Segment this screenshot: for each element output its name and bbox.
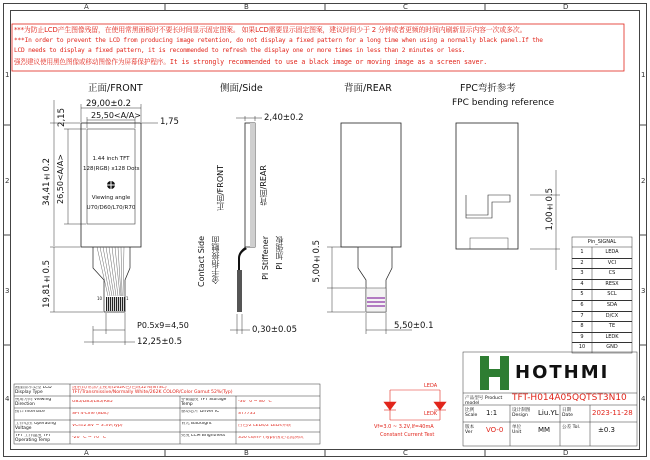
unit-label: 单位 Unit bbox=[512, 425, 522, 436]
col-label-d-bottom: D bbox=[563, 449, 569, 457]
row-label-3-right: 3 bbox=[641, 287, 646, 295]
pin-row-divider bbox=[572, 332, 632, 333]
circuit-constant-current: Constant Current Test bbox=[380, 432, 435, 438]
col-label-b-bottom: B bbox=[244, 449, 249, 457]
view-title-front: 正面/FRONT bbox=[88, 83, 143, 94]
spec-label: 工作电压 Operating Voltage bbox=[15, 422, 56, 431]
col-label-c-bottom: C bbox=[403, 449, 408, 457]
spec-label: TFT 工作温度 TFT Operating Temp bbox=[15, 434, 51, 443]
pin-number: 10 bbox=[578, 344, 586, 351]
pin-signal: SDA bbox=[606, 302, 618, 308]
view-title-side: 侧面/Side bbox=[220, 83, 263, 94]
pin-number: 7 bbox=[580, 312, 584, 319]
view-subtitle-fpc: FPC bending reference bbox=[452, 98, 555, 108]
pin-number: 8 bbox=[580, 323, 584, 330]
pin-number: 6 bbox=[580, 302, 584, 308]
dim-fpc-width: 12,25±0.5 bbox=[137, 337, 182, 347]
side-stiffener bbox=[237, 270, 242, 312]
view-title-fpc: FPC弯折参考 bbox=[460, 83, 516, 94]
row-label-2: 2 bbox=[5, 177, 10, 185]
circuit-leda: LEDA bbox=[424, 383, 438, 389]
pin-row-divider bbox=[572, 321, 632, 322]
spec-label: 接口 Interface bbox=[15, 410, 45, 414]
view-title-rear: 背面/REAR bbox=[344, 83, 392, 94]
row-label-1: 1 bbox=[5, 71, 10, 79]
circuit-condition: Vf=3.0 ~ 3.2V,If=40mA bbox=[374, 424, 434, 430]
row-label-3: 3 bbox=[5, 287, 10, 295]
spec-value-right: 白色/2 LEDs/2 LEDs并联 bbox=[238, 424, 292, 428]
row-label-2-right: 2 bbox=[641, 177, 646, 185]
row-label-1-right: 1 bbox=[641, 71, 646, 79]
pin-row-divider bbox=[572, 300, 632, 301]
pin-number: 2 bbox=[580, 259, 584, 266]
pin-signal: CS bbox=[608, 270, 616, 277]
col-label-d: D bbox=[563, 3, 569, 11]
pin-row-divider bbox=[572, 258, 632, 259]
spec-label-right: 驱动芯片 Driver IC bbox=[181, 410, 220, 414]
pin-signal: RESX bbox=[605, 280, 619, 287]
tolerance-label: 公差 Tol. bbox=[562, 425, 581, 430]
pin-row-divider bbox=[572, 342, 632, 343]
dim-fpc-length: 19,81±0.5 bbox=[42, 260, 52, 308]
pin-row-divider bbox=[572, 289, 632, 290]
pin-signal: LEDK bbox=[605, 333, 619, 340]
front-gold-fingers bbox=[106, 297, 125, 311]
col-label-c: C bbox=[403, 3, 408, 11]
lcd-angle-label: Viewing angle bbox=[91, 195, 131, 201]
col-label-a: A bbox=[84, 3, 89, 11]
dim-fpc-thickness: 0,30±0.05 bbox=[252, 325, 297, 335]
unit-value: MM bbox=[538, 426, 551, 434]
pin-signal: LEDA bbox=[605, 249, 619, 255]
side-label-stiffener-cn: PI 加强板 bbox=[275, 236, 284, 270]
dim-pitch: P0.5x9=4,50 bbox=[137, 321, 189, 330]
pin-number: 3 bbox=[580, 270, 584, 277]
spec-value: U85/D85/L85/R85 bbox=[72, 400, 113, 404]
rear-module-outline bbox=[341, 123, 401, 247]
lcd-angle: U70/D60/L70/R70 bbox=[86, 205, 136, 211]
dim-stiffener-width: 5,50±0.1 bbox=[394, 321, 434, 331]
date-label: 日期 Date bbox=[562, 408, 573, 419]
fpc-pin1-label: 1 bbox=[126, 296, 129, 301]
model-label: 产品型号 Product model bbox=[465, 396, 503, 407]
lcd-resolution: 128(RGB) x128 Dots bbox=[83, 166, 140, 172]
notice-line-3: LCD needs to display a fixed pattern, it is recommended to refresh the display one or more times in less than 2 minutes or less. bbox=[14, 47, 466, 54]
side-label-front: 正面/FRONT bbox=[216, 165, 225, 212]
spec-value: 透射式/常黑/全视角/262K色/色域52%(NTSC) bbox=[72, 386, 167, 390]
pin-row-divider bbox=[572, 311, 632, 312]
dim-side-gap: 1,75 bbox=[160, 117, 179, 127]
pin-number: 1 bbox=[580, 249, 584, 255]
circuit-ledk: LEDK bbox=[424, 411, 438, 417]
pin-table-header: Pin_SIGNAL bbox=[587, 239, 617, 245]
notice-line-1: ***为防止LCD产生图像残留，在使用常黑面板时不要长时间显示固定图案。 如果LCD需要显示固定图案，建议时间少于 2 分钟或者更频的时间内刷新显示内容一次或多次。 bbox=[14, 26, 527, 34]
side-label-contact-cn: 金手指接触面 bbox=[211, 236, 220, 284]
notice-line-4: 强烈建议使用黑色图像或移动图像作为屏幕保护程序。It is strongly recommended to use a black image or moving image as a screen saver. bbox=[14, 58, 488, 66]
brand-logo-mark bbox=[480, 356, 509, 390]
notice-line-2: ***In order to prevent the LCD from producing image retention, do not display a fixed pattern for a long time when using a normally black panel.If the bbox=[14, 37, 543, 44]
pin-signal: TE bbox=[608, 323, 616, 330]
dim-height-outer: 34,41±0.2 bbox=[42, 158, 52, 206]
spec-label: 液晶显示类型 LCD Display Type bbox=[15, 386, 52, 395]
col-label-a-bottom: A bbox=[84, 449, 89, 457]
scale-label: 比例 Scale bbox=[465, 408, 478, 419]
dim-width-aa: 25,50<A/A> bbox=[91, 111, 141, 120]
spec-label: 视角方向 Viewing Direction bbox=[15, 398, 52, 407]
pin-signal: VCI bbox=[607, 259, 617, 266]
scale-value: 1:1 bbox=[486, 409, 498, 417]
date-value: 2023-11-28 bbox=[592, 409, 633, 417]
col-label-b: B bbox=[244, 3, 249, 11]
front-fpc-traces bbox=[97, 247, 124, 296]
spec-value: VCI=2.8V ~ 3.3V(Typ) bbox=[72, 424, 123, 428]
pin-number: 5 bbox=[580, 291, 584, 298]
pin-number: 4 bbox=[580, 280, 584, 287]
pin-signal: D/CX bbox=[605, 312, 619, 319]
spec-value-right: 350 cd/m² (Typ)/国定电流测试 bbox=[238, 436, 304, 440]
dim-width-outer: 29,00±0.2 bbox=[86, 99, 131, 109]
pin-row-divider bbox=[572, 268, 632, 269]
pin-signal: SCL bbox=[607, 291, 617, 298]
fpc-pin10-label: 10 bbox=[97, 296, 103, 301]
brand-name: HOTHMI bbox=[515, 362, 610, 383]
design-value: Liu.YL bbox=[538, 409, 559, 417]
row-label-4: 4 bbox=[5, 395, 10, 403]
dim-top-offset: 2,15 bbox=[57, 108, 67, 127]
spec-value-right: ST7735 bbox=[238, 412, 256, 416]
spec-label-right: 背光 Backlight bbox=[181, 422, 212, 426]
model-number: TFT-H014A05QQTST3N10 bbox=[512, 393, 627, 403]
dim-stiffener-length: 5,00±0.5 bbox=[312, 240, 322, 283]
side-label-stiffener: PI Stiffener bbox=[261, 236, 270, 280]
pin-row-divider bbox=[572, 279, 632, 280]
tolerance-value: ±0.3 bbox=[598, 426, 615, 434]
dim-bend: 1,00±0.5 bbox=[545, 188, 555, 231]
spec-value: SPI 4-Line (8bit) bbox=[72, 412, 109, 416]
rear-stiffener bbox=[366, 288, 386, 312]
dim-height-aa: 26,50<A/A> bbox=[56, 154, 65, 204]
lcd-size: 1.44 inch TFT bbox=[92, 156, 130, 162]
side-label-contact: Contact Side bbox=[197, 236, 206, 287]
design-label: 设计制图 Design bbox=[512, 408, 531, 419]
spec-value-en: TFT/Transmissive/Normally White/262K COLOR/Color Gamut 52%(Typ) bbox=[72, 390, 233, 395]
dim-thickness: 2,40±0.2 bbox=[264, 113, 304, 123]
bend-module-outline bbox=[456, 123, 518, 249]
version-label: 版本 Ver bbox=[465, 425, 475, 436]
row-label-4-right: 4 bbox=[641, 395, 646, 403]
pin-number: 9 bbox=[580, 333, 584, 340]
spec-value: -20° C ~ 70° C bbox=[72, 436, 107, 440]
pin-signal: GND bbox=[606, 344, 618, 351]
spec-value-right: -30° 0 ~ 80° C bbox=[238, 400, 272, 404]
side-label-rear: 背面/REAR bbox=[259, 165, 268, 206]
spec-label-right: 亮度 LCM Brightness bbox=[181, 434, 226, 438]
rear-gold-fingers bbox=[367, 297, 385, 307]
version-value: VO-0 bbox=[486, 426, 504, 434]
spec-label-right: 存储温度 TFT Storage Temp bbox=[181, 398, 227, 407]
